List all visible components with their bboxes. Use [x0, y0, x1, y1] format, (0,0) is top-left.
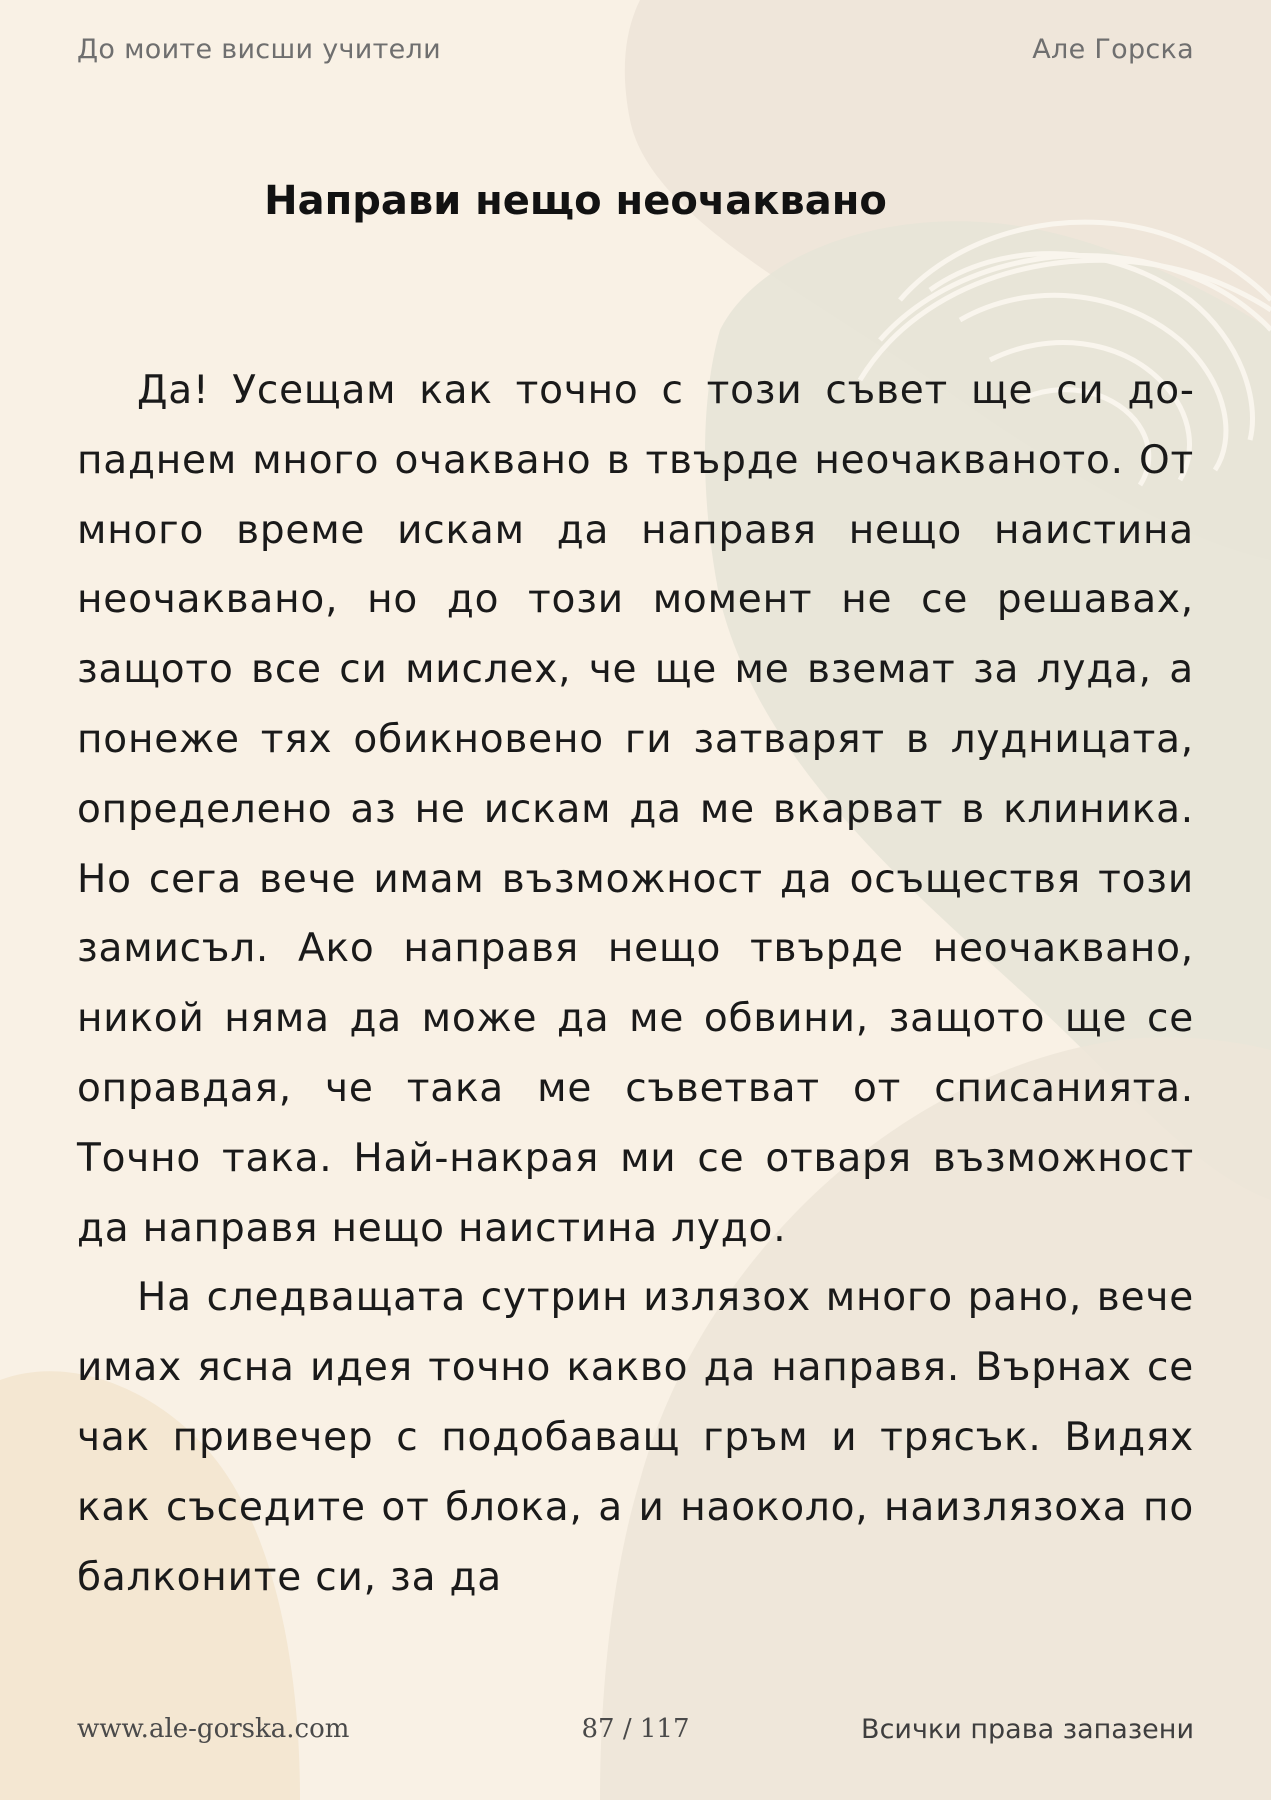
- footer-website: www.ale-gorska.com: [77, 1714, 350, 1744]
- page-number: 87 / 117: [581, 1714, 690, 1744]
- header-author: Але Горска: [1032, 34, 1194, 65]
- footer-rights: Всички права запазени: [861, 1714, 1194, 1745]
- header-book-title: До моите висши учители: [77, 34, 441, 65]
- chapter-title: Направи нещо неочаквано: [264, 178, 887, 224]
- paragraph: Да! Усещам как точно с този съвет ще си допаднем много очаквано в твърде неочакваното. От много време искам да направя нещо наистина неочаквано, но до този момент не се решавах, защото все си мислех, че ще ме вземат за луда, а понеже тях обикновено ги затварят в лудницата, определено аз не искам да ме вкарват в клиника. Но сега вече имам възможност да осъществя този замисъл. Ако направя нещо твърде неочаквано, никой няма да може да ме обвини, защото ще се оправдая, че така ме съветват от списанията. Точно така. Най-накрая ми се отваря възможност да направя нещо наистина лудо.: [77, 368, 1194, 1251]
- body-text: [77, 356, 1194, 1612]
- paragraph: На следващата сутрин излязох много рано, вече имах ясна идея точно какво да направя. Върнах се чак привечер с подобаващ гръм и трясък. Видях как съседите от блока, а и наоколо, наизлязоха по балконите си, за да: [77, 1275, 1194, 1600]
